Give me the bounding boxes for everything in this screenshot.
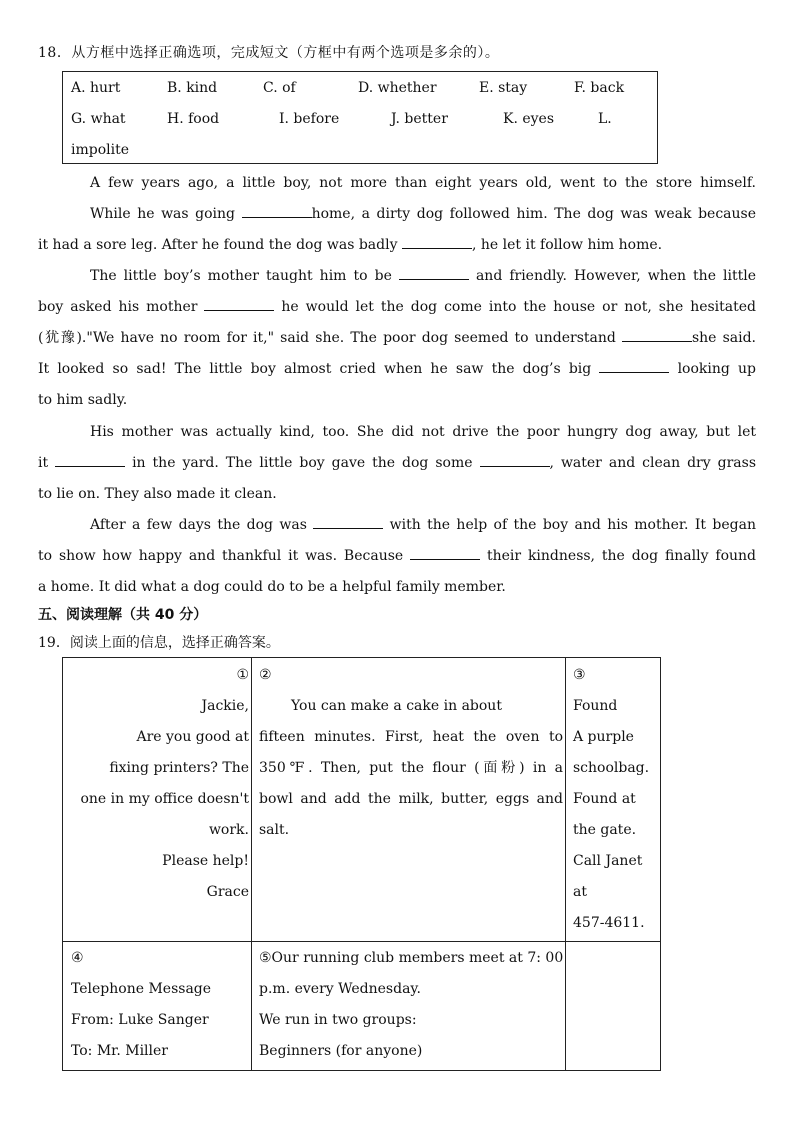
passage-line: The little boy’s mother taught him to be and friendly. However, when the little [90, 268, 757, 284]
option-h: H. food [167, 111, 220, 127]
answer-blank-4[interactable] [204, 298, 274, 311]
passage-line: to lie on. They also made it clean. [38, 486, 277, 502]
notice-4-cell: ④ Telephone Message From: Luke Sanger To: Mr. Miller [71, 950, 212, 1059]
notice-3-cell: ③ Found A purple schoolbag. Found at the gate. Call Janet at 457-4611. [573, 667, 650, 931]
passage-line: a home. It did what a dog could do to be a helpful family member. [38, 579, 506, 595]
passage-line: (犹豫)."We have no room for it," said she. The poor dog seemed to understand she said. [38, 330, 756, 346]
passage-line: boy asked his mother he would let the dog come into the house or not, she hesitated [38, 299, 757, 315]
section-title: 五、阅读理解（共 40 分） [38, 607, 208, 623]
passage-line: While he was going home, a dirty dog followed him. The dog was weak because [90, 206, 757, 222]
passage-line: to him sadly. [38, 392, 128, 408]
option-i: I. before [279, 111, 340, 127]
answer-blank-7[interactable] [55, 454, 125, 467]
answer-blank-9[interactable] [313, 516, 383, 529]
question-18-title: 18．从方框中选择正确选项，完成短文（方框中有两个选项是多余的）。 [38, 45, 500, 61]
passage-line: His mother was actually kind, too. She did not drive the poor hungry dog away, but let [90, 424, 756, 440]
word-bank-box [62, 71, 658, 164]
option-b: B. kind [167, 80, 218, 96]
option-d: D. whether [358, 80, 437, 96]
notice-grid [62, 657, 661, 1071]
grid-divider [565, 658, 566, 1070]
option-j: J. better [391, 111, 448, 127]
answer-blank-2[interactable] [402, 236, 472, 249]
option-g: G. what [71, 111, 126, 127]
passage-line: After a few days the dog was with the help of the boy and his mother. It began [90, 517, 756, 533]
notice-5-cell: ⑤Our running club members meet at 7: 00 p.m. every Wednesday. We run in two groups: Beginners (for anyone) [259, 950, 564, 1059]
option-e: E. stay [479, 80, 528, 96]
passage-line: it in the yard. The little boy gave the dog some , water and clean dry grass [38, 455, 757, 471]
answer-blank-10[interactable] [410, 547, 480, 560]
question-19-title: 19．阅读上面的信息，选择正确答案。 [38, 635, 280, 651]
passage-line: to show how happy and thankful it was. Because their kindness, the dog finally found [38, 548, 757, 564]
answer-blank-5[interactable] [622, 329, 692, 342]
answer-blank-3[interactable] [399, 267, 469, 280]
grid-divider [251, 658, 252, 1070]
option-k: K. eyes [503, 111, 555, 127]
passage-line: It looked so sad! The little boy almost cried when he saw the dog’s big looking up [38, 361, 756, 377]
passage-line: it had a sore leg. After he found the dog was badly , he let it follow him home. [38, 237, 663, 253]
passage-line: A few years ago, a little boy, not more than eight years old, went to the store himself. [90, 175, 756, 191]
answer-blank-8[interactable] [480, 454, 550, 467]
option-l-word: impolite [71, 142, 130, 158]
option-c: C. of [263, 80, 296, 96]
grid-divider [63, 941, 660, 942]
answer-blank-1[interactable] [242, 205, 312, 218]
notice-2-cell: ② You can make a cake in about fifteen minutes. First, heat the oven to 350℉. Then, put the flour (面粉) in a bowl and add the milk, butter, eggs and salt. [259, 667, 563, 838]
option-l: L. [598, 111, 612, 127]
notice-1-cell: ① Jackie, Are you good at fixing printers? The one in my office doesn't work. Please help! Grace [80, 667, 249, 900]
option-a: A. hurt [71, 80, 121, 96]
answer-blank-6[interactable] [599, 360, 669, 373]
option-f: F. back [574, 80, 625, 96]
